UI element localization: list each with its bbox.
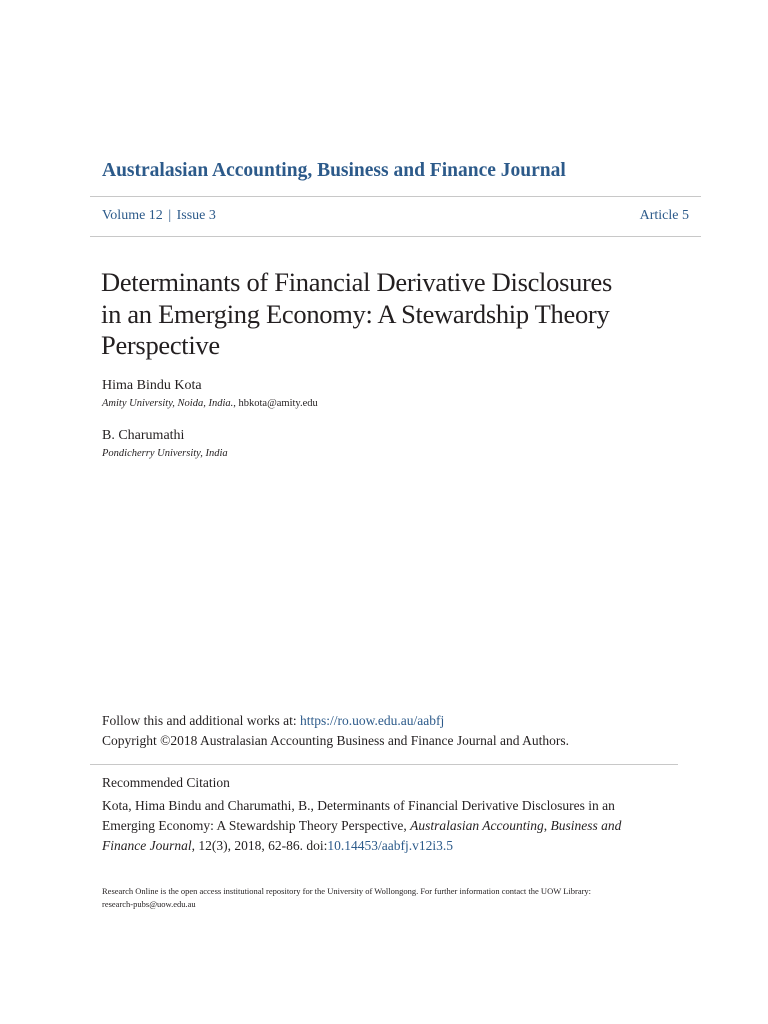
author-name[interactable]: Hima Bindu Kota — [102, 378, 202, 393]
affiliation-institution: Pondicherry University, India — [102, 448, 228, 459]
citation-comma: , — [543, 818, 551, 833]
issue-line — [102, 208, 216, 224]
citation-heading: Recommended Citation — [102, 775, 230, 790]
article-number: Article 5 — [639, 208, 689, 223]
copyright-notice: Copyright ©2018 Australasian Accounting Business and Finance Journal and Authors. — [102, 733, 569, 748]
journal-title[interactable]: Australasian Accounting, Business and Finance Journal — [102, 160, 566, 181]
repository-link[interactable]: https://ro.uow.edu.au/aabfj — [300, 713, 445, 728]
author-email[interactable]: , hbkota@amity.edu — [233, 398, 318, 409]
volume-link[interactable]: Volume 12 — [102, 208, 163, 223]
citation-journal-part1: Australasian Accounting — [410, 818, 544, 833]
issue-link[interactable]: Issue 3 — [176, 208, 216, 223]
doi-link[interactable]: 10.14453/aabfj.v12i3.5 — [327, 838, 453, 853]
divider-citation — [90, 764, 678, 765]
author-name[interactable]: B. Charumathi — [102, 428, 185, 443]
divider-issue — [90, 236, 701, 237]
follow-prefix: Follow this and additional works at: — [102, 713, 300, 728]
footer-email-link[interactable]: research-pubs@uow.edu.au — [102, 899, 196, 909]
citation-journal-part2: Business and Finance Journal — [102, 818, 622, 853]
paper-title-line: Determinants of Financial Derivative Disclosures — [101, 267, 613, 297]
author-affiliation — [102, 398, 318, 409]
citation-text — [102, 796, 662, 856]
citation-plain: Kota, Hima Bindu and Charumathi, B., Determinants of Financial Derivative Disclosures in an Emerging Economy: A Stewardship Theory Perspective, — [102, 798, 615, 833]
author-affiliation — [102, 448, 228, 459]
footer-line: Research Online is the open access institutional repository for the University of Wollongong. For further information contact the UOW Library: — [102, 886, 592, 896]
footer-note — [102, 885, 662, 911]
citation-details: , 12(3), 2018, 62-86. doi: — [191, 838, 328, 853]
divider-top — [90, 196, 701, 197]
paper-title — [101, 267, 671, 362]
paper-title-line: in an Emerging Economy: A Stewardship Theory — [101, 298, 610, 329]
follow-line — [102, 713, 444, 729]
affiliation-institution: Amity University, Noida, India. — [102, 398, 234, 409]
paper-title-line: Perspective — [101, 330, 220, 360]
volume-issue-separator: | — [168, 208, 172, 223]
